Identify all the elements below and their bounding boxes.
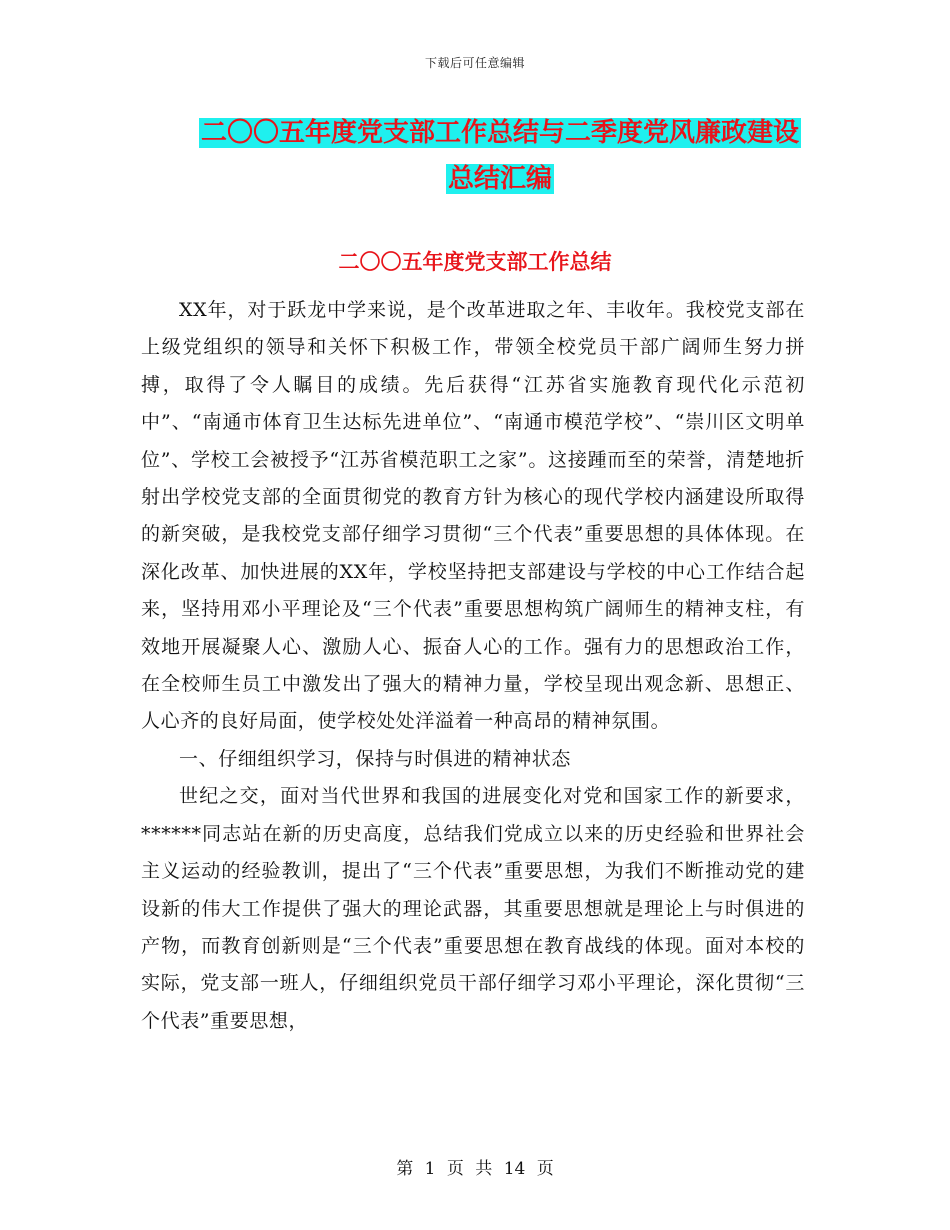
section-title: 二〇〇五年度党支部工作总结 bbox=[338, 250, 612, 274]
document-title-line1: 二〇〇五年度党支部工作总结与二季度党风廉政建设 bbox=[200, 118, 799, 148]
paragraph: XX年，对于跃龙中学来说，是个改革进取之年、丰收年。我校党支部在上级党组织的领导和关怀下积极工作，带领全校党员干部广阔师生努力拼搏，取得了令人瞩目的成绩。先后获得“江苏省实施教育现代化示范初中”、“南通市体育卫生达标先进单位”、“南通市模范学校”、“崇川区文明单位”、学校工会被授予“江苏省模范职工之家”。这接踵而至的荣誉，清楚地折射出学校党支部的全面贯彻党的教育方针为核心的现代学校内涵建设所取得的新突破，是我校党支部仔细学习贯彻“三个代表”重要思想的具体体现。在深化改革、加快进展的XX年，学校坚持把支部建设与学校的中心工作结合起来，坚持用邓小平理论及“三个代表”重要思想构筑广阔师生的精神支柱，有效地开展凝聚人心、激励人心、振奋人心的工作。强有力的思想政治工作，在全校师生员工中激发出了强大的精神力量，学校呈现出观念新、思想正、人心齐的良好局面，使学校处处洋溢着一种高昂的精神氛围。 bbox=[141, 299, 805, 733]
body-text bbox=[141, 292, 805, 1040]
header-note: 下载后可任意编辑 bbox=[424, 56, 525, 70]
paragraph: 世纪之交，面对当代世界和我国的进展变化对党和国家工作的新要求，******同志站在新的历史高度，总结我们党成立以来的历史经验和世界社会主义运动的经验教训，提出了“三个代表”重要思想，为我们不断推动党的建设新的伟大工作提供了强大的理论武器，其重要思想就是理论上与时俱进的产物，而教育创新则是“三个代表”重要思想在教育战线的体现。面对本校的实际，党支部一班人，仔细组织党员干部仔细学习邓小平理论，深化贯彻“三个代表”重要思想， bbox=[141, 785, 805, 1032]
document-title-line2: 总结汇编 bbox=[447, 164, 552, 194]
document-title bbox=[190, 110, 810, 202]
paragraph-heading: 一、仔细组织学习，保持与时俱进的精神状态 bbox=[179, 747, 572, 770]
page-number-footer: 第 1 页 共 14 页 bbox=[396, 1159, 554, 1179]
